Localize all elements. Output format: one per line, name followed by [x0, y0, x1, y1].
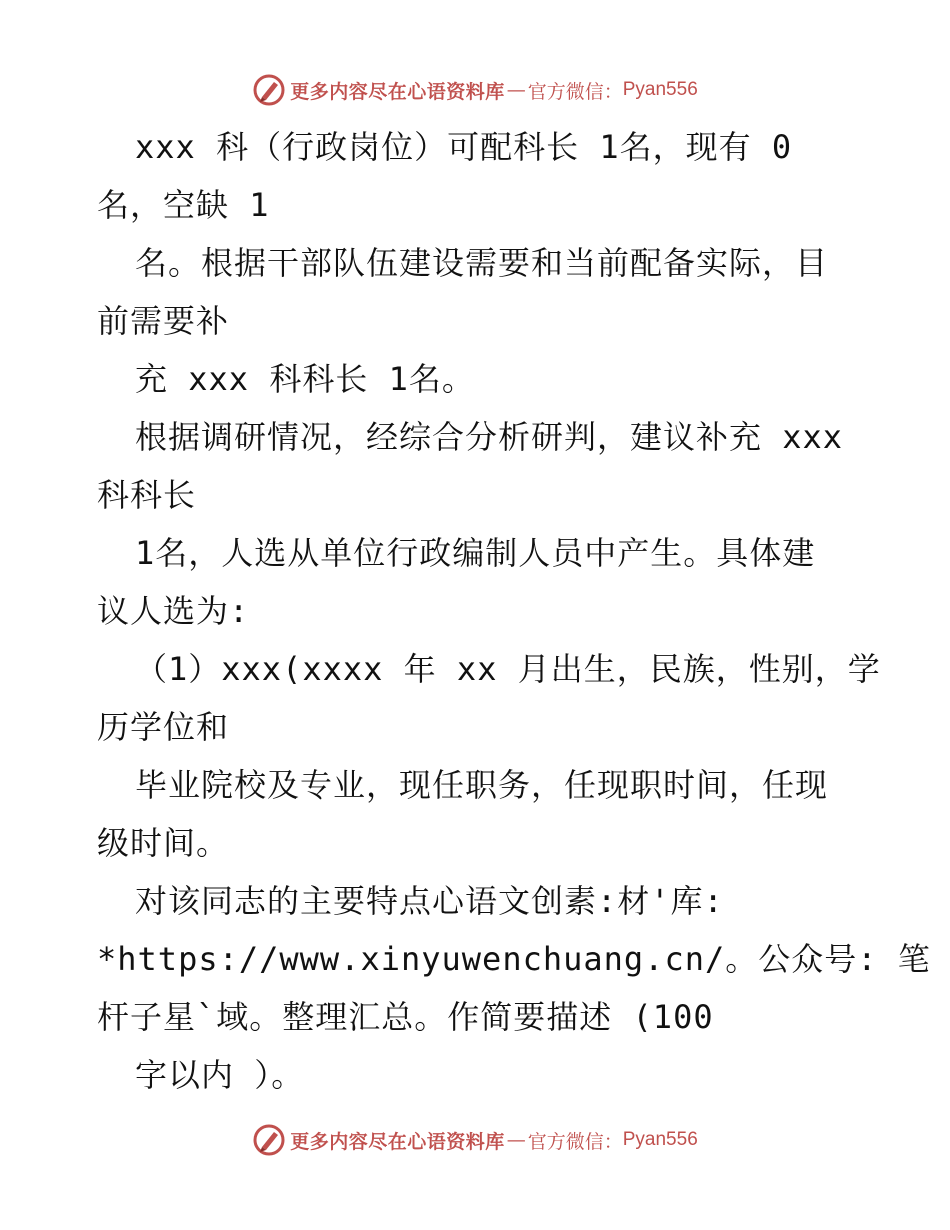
- paragraph-line: 杆子星`域。整理汇总。作简要描述 (100: [97, 998, 714, 1036]
- paragraph-line: 1名，人选从单位行政编制人员中产生。具体建: [135, 534, 816, 572]
- watermark-brand-text: 更多内容尽在心语资料库: [290, 1130, 505, 1153]
- paragraph-line: 历学位和: [97, 708, 230, 746]
- paragraph-line: 对该同志的主要特点心语文创素:材'库:: [135, 882, 724, 920]
- paragraph-line: 科科长: [97, 476, 197, 514]
- paragraph-line: 级时间。: [97, 824, 230, 862]
- paragraph-line: 议人选为:: [97, 592, 250, 630]
- pen-circle-logo-icon: [252, 1123, 286, 1157]
- watermark-official-label: 官方微信：: [527, 1130, 623, 1153]
- paragraph-line: 字以内 ）。: [135, 1056, 305, 1094]
- watermark-official-label: 官方微信：: [527, 80, 623, 103]
- watermark-separator: —: [506, 79, 526, 101]
- watermark-wechat-id: Pyan556: [622, 1129, 698, 1150]
- paragraph-line: 前需要补: [97, 302, 230, 340]
- paragraph-line: 根据调研情况，经综合分析研判，建议补充 xxx: [135, 418, 844, 456]
- paragraph-line: （1）xxx(xxxx 年 xx 月出生，民族，性别，学: [135, 650, 881, 688]
- paragraph-line: 毕业院校及专业，现任职务，任现职时间，任现: [135, 766, 829, 804]
- paragraph-line: xxx 科（行政岗位）可配科长 1名，现有 0: [135, 128, 793, 166]
- watermark-separator: —: [506, 1129, 526, 1151]
- watermark-brand-text: 更多内容尽在心语资料库: [290, 80, 505, 103]
- paragraph-line: 名，空缺 1: [97, 186, 270, 224]
- paragraph-line: 名。根据干部队伍建设需要和当前配备实际，目: [135, 244, 829, 282]
- footer-watermark: [0, 1120, 950, 1160]
- watermark-wechat-id: Pyan556: [622, 79, 698, 100]
- paragraph-line: 充 xxx 科科长 1名。: [135, 360, 475, 398]
- paragraph-line: *https://www.xinyuwenchuang.cn/。公众号: 笔: [97, 940, 931, 978]
